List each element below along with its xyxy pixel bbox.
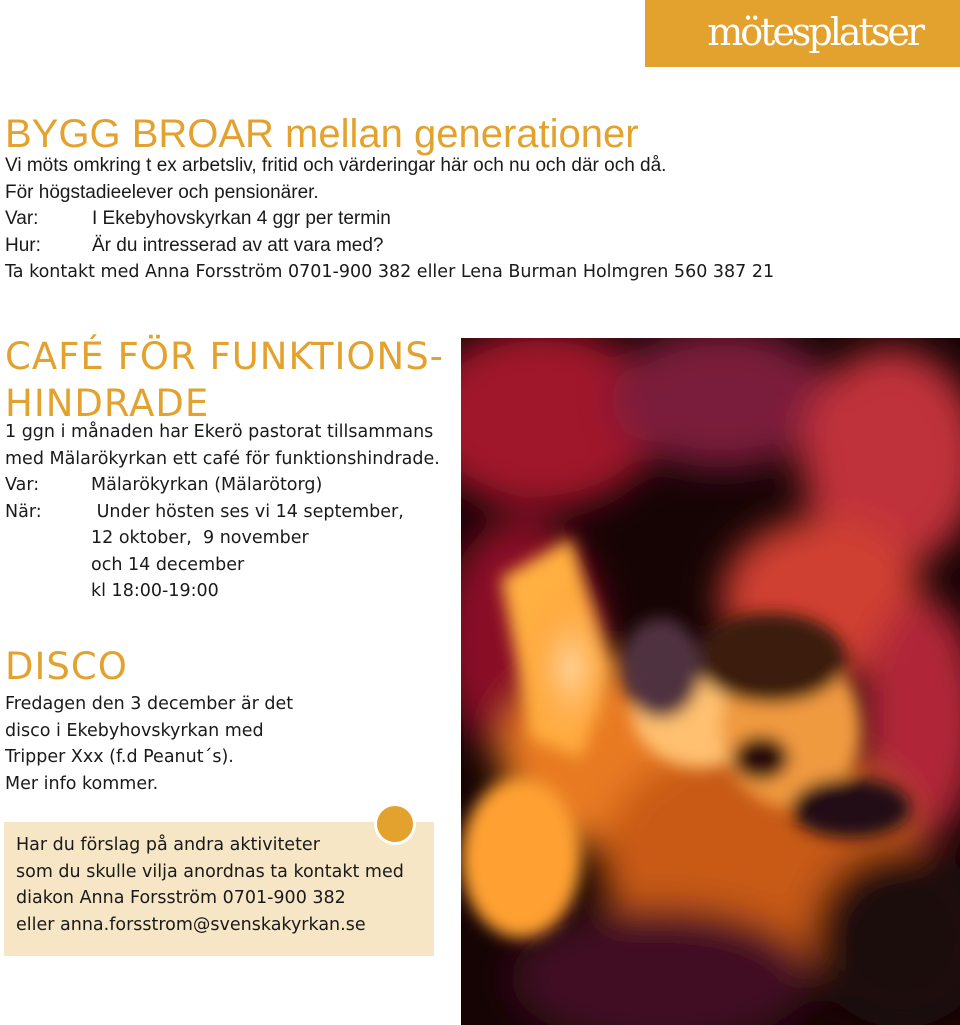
bygg-broar-body xyxy=(5,153,905,286)
hur-value: Är du intresserad av att vara med? xyxy=(92,234,384,256)
cafe-desc2: med Mälarökyrkan ett café för funktionshindrade. xyxy=(5,448,440,469)
suggestion-line: diakon Anna Forsström 0701-900 382 xyxy=(16,888,346,908)
bygg-broar-hur-row xyxy=(5,233,905,260)
cafe-nar-label: När: xyxy=(5,501,42,522)
cafe-title-line1: CAFÉ FÖR FUNKTIONS- xyxy=(5,335,445,378)
cafe-dates2: 12 oktober, 9 november xyxy=(91,528,309,548)
cafe-time: kl 18:00-19:00 xyxy=(91,581,219,601)
section-tab xyxy=(645,0,960,67)
bygg-broar-line1: Vi möts omkring t ex arbetsliv, fritid och värderingar här och nu och där och då. xyxy=(5,155,667,176)
suggestion-line: som du skulle vilja anordnas ta kontakt med xyxy=(16,861,404,882)
cafe-var-value: Mälarökyrkan (Mälarötorg) xyxy=(91,475,323,495)
cafe-var-row xyxy=(5,472,465,499)
suggestion-email-line[interactable]: eller anna.forsstrom@svenskakyrkan.se xyxy=(16,914,366,935)
disco-photo xyxy=(461,338,960,1025)
disco-body xyxy=(5,691,455,797)
disco-line: disco i Ekebyhovskyrkan med xyxy=(5,720,264,741)
suggestion-box xyxy=(4,822,434,956)
cafe-dates3: och 14 december xyxy=(91,554,245,575)
hur-label: Hur: xyxy=(5,234,41,256)
disco-line: Tripper Xxx (f.d Peanut´s). xyxy=(5,747,234,767)
decorative-dot-icon xyxy=(374,803,416,845)
suggestion-text xyxy=(16,832,404,938)
disco-line: Mer info kommer. xyxy=(5,773,159,794)
bygg-broar-contact: Ta kontakt med Anna Forsström 0701-900 382 eller Lena Burman Holmgren 560 387 21 xyxy=(5,262,775,282)
var-value: I Ekebyhovskyrkan 4 ggr per termin xyxy=(92,208,391,229)
cafe-title xyxy=(5,333,444,427)
cafe-nar-value: Under hösten ses vi 14 september, xyxy=(91,501,404,522)
cafe-title-line2: HINDRADE xyxy=(5,382,210,425)
suggestion-line: Har du förslag på andra aktiviteter xyxy=(16,835,320,855)
cafe-body xyxy=(5,419,465,605)
bygg-broar-var-row xyxy=(5,206,905,233)
section-tab-label: mötesplatser xyxy=(707,10,922,54)
cafe-nar-row xyxy=(5,499,465,526)
cafe-var-label: Var: xyxy=(5,475,40,495)
disco-line: Fredagen den 3 december är det xyxy=(5,694,294,714)
var-label: Var: xyxy=(5,208,39,229)
bygg-broar-line2: För högstadieelever och pensionärer. xyxy=(5,181,319,203)
disco-title: DISCO xyxy=(5,645,128,688)
bygg-broar-title: BYGG BROAR mellan generationer xyxy=(5,112,639,156)
cafe-desc1: 1 ggn i månaden har Ekerö pastorat tillsammans xyxy=(5,422,434,442)
